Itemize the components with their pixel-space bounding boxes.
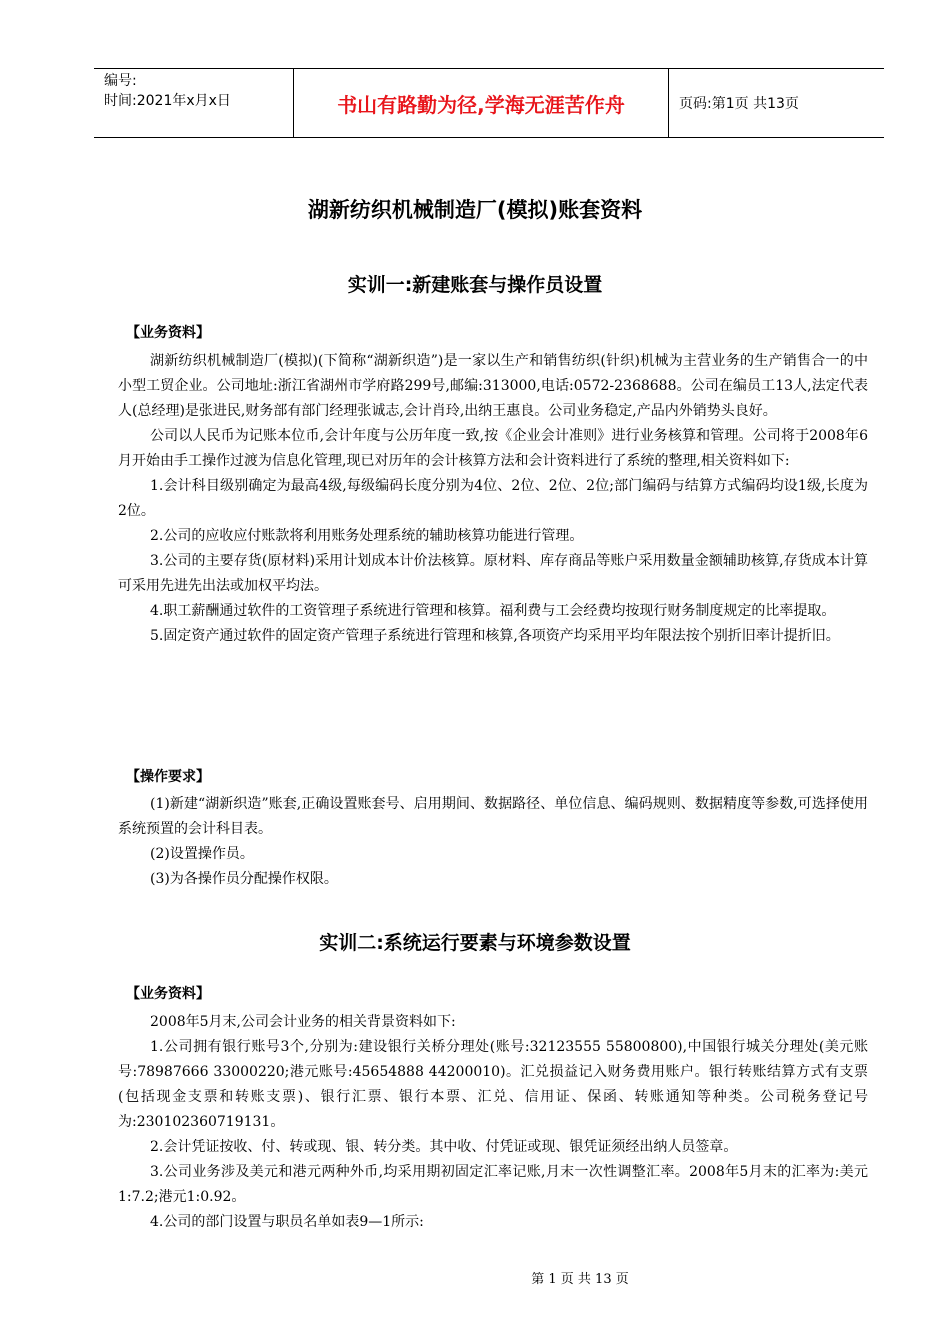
paragraph: 湖新纺织机械制造厂(模拟)(下简称“湖新织造”)是一家以生产和销售纺织(针织)机械为主营业务的生产销售合一的中小型工贸企业。公司地址:浙江省湖州市学府路299号,邮编:313000,电话:0572-2368688。公司在编员工13人,法定代表人(总经理)是张进民,财务部有部门经理张诚志,会计肖玲,出纳王惠良。公司业务稳定,产品内外销势头良好。 (118, 353, 868, 419)
serial-label: 编号: (104, 73, 137, 89)
list-item: (1)新建“湖新织造”账套,正确设置账套号、启用期间、数据路径、单位信息、编码规则、数据精度等参数,可选择使用系统预置的会计科目表。 (118, 796, 868, 837)
page-header (94, 68, 884, 138)
document-title: 湖新纺织机械制造厂(模拟)账套资料 (307, 198, 643, 222)
training2-title: 实训二:系统运行要素与环境参数设置 (319, 932, 631, 954)
training2-business-heading: 【业务资料】 (126, 986, 210, 1002)
list-item: 1.公司拥有银行账号3个,分别为:建设银行关桥分理处(账号:32123555 55800800),中国银行城关分理处(美元账号:78987666 33000220;港元账号:45654888 44200010)。汇兑损益记入财务费用账户。银行转账结算方式有支票(包括现金支票和转账支票)、银行汇票、银行本票、汇兑、信用证、保函、转账通知等种类。公司税务登记号为:230102360719131。 (118, 1039, 868, 1130)
list-item: 4.公司的部门设置与职员名单如表9—1所示: (150, 1214, 424, 1230)
page-footer (0, 1268, 950, 1287)
footer-page-number: 第 1 页 共 13 页 (531, 1272, 629, 1287)
header-meta (94, 69, 294, 137)
list-item: (2)设置操作员。 (150, 846, 254, 862)
paragraph: 公司以人民币为记账本位币,会计年度与公历年度一致,按《企业会计准则》进行业务核算和管理。公司将于2008年6月开始由手工操作过渡为信息化管理,现已对历年的会计核算方法和会计资料进行了系统的整理,相关资料如下: (118, 428, 868, 469)
training1-operation-body (118, 792, 868, 892)
training1-business-heading: 【业务资料】 (126, 325, 210, 341)
training2-business-body (118, 1010, 868, 1235)
paragraph: 2008年5月末,公司会计业务的相关背景资料如下: (150, 1014, 456, 1030)
list-item: 3.公司业务涉及美元和港元两种外币,均采用期初固定汇率记账,月末一次性调整汇率。2008年5月末的汇率为:美元1:7.2;港元1:0.92。 (118, 1164, 868, 1205)
training1-business-body (118, 349, 868, 649)
header-motto: 书山有路勤为径,学海无涯苦作舟 (294, 69, 669, 137)
list-item: 2.会计凭证按收、付、转或现、银、转分类。其中收、付凭证或现、银凭证须经出纳人员签章。 (150, 1139, 738, 1155)
training1-operation-heading: 【操作要求】 (126, 769, 210, 785)
header-page-info: 页码:第1页 共13页 (679, 96, 799, 112)
list-item: 1.会计科目级别确定为最高4级,每级编码长度分别为4位、2位、2位、2位;部门编码与结算方式编码均设1级,长度为2位。 (118, 478, 868, 519)
training1-title: 实训一:新建账套与操作员设置 (347, 274, 603, 296)
list-item: 4.职工薪酬通过软件的工资管理子系统进行管理和核算。福利费与工会经费均按现行财务制度规定的比率提取。 (150, 603, 836, 619)
list-item: 2.公司的应收应付账款将利用账务处理系统的辅助核算功能进行管理。 (150, 528, 584, 544)
time-label: 时间:2021年x月x日 (104, 93, 231, 109)
list-item: 5.固定资产通过软件的固定资产管理子系统进行管理和核算,各项资产均采用平均年限法按个别折旧率计提折旧。 (150, 628, 840, 644)
list-item: (3)为各操作员分配操作权限。 (150, 871, 338, 887)
list-item: 3.公司的主要存货(原材料)采用计划成本计价法核算。原材料、库存商品等账户采用数量金额辅助核算,存货成本计算可采用先进先出法或加权平均法。 (118, 553, 868, 594)
